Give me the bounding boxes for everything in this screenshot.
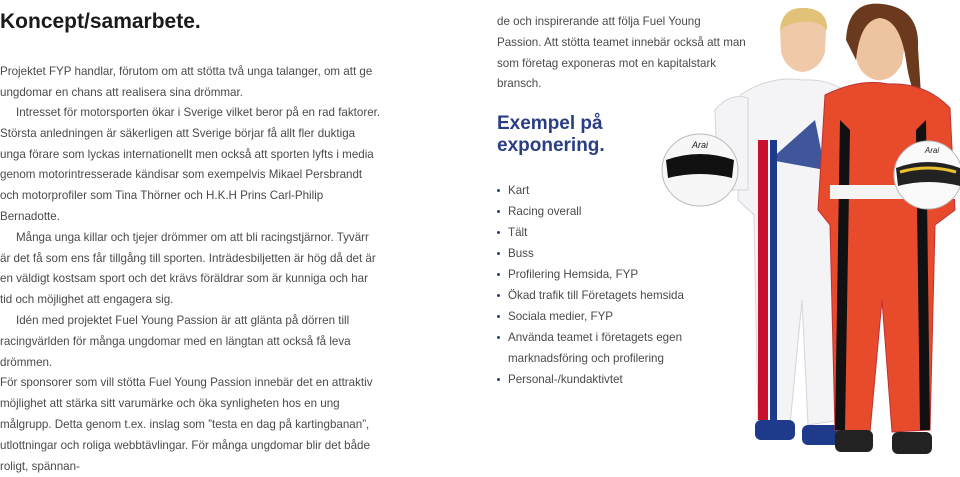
continued-paragraph: de och inspirerande att följa Fuel Young Passion. Att stötta teamet innebär också att man som företag exponeras mot en kapitalstark bransch. bbox=[497, 15, 746, 91]
girl-driver bbox=[818, 4, 960, 454]
drivers-photo bbox=[630, 0, 960, 469]
list-item: Ökad trafik till Företagets hemsida bbox=[497, 285, 717, 306]
helmet-right bbox=[894, 141, 960, 209]
exposure-heading: Exempel på exponering. bbox=[497, 113, 605, 156]
body-paragraph: Intresset för motorsporten ökar i Sverige vilket beror på en rad faktorer. Största anledningen är säkerligen att Sverige börjar få allt fler duktiga unga förare som lyckas internationellt men också att sporten lyfts i media genom motorintresserade kändisar som exempelvis Mikael Persbrandt och motorprofiler som Tina Thörner och H.K.H Prins Carl-Philip Bernadotte. bbox=[0, 106, 381, 223]
body-paragraph: Projektet FYP handlar, förutom om att stötta två unga talanger, om att ge ungdomar en chans att realisera sina drömmar. bbox=[0, 65, 373, 99]
helmet-left bbox=[662, 134, 738, 206]
body-paragraph: För sponsorer som vill stötta Fuel Young Passion innebär det en attraktiv möjlighet att stärka sitt varumärke och öka synligheten hos en ung målgrupp. Detta genom t.ex. inslag som ”testa en dag på kartingbanan”, utlottningar och roliga webbtävlingar. För många ungdomar blir det både roligt, spännan- bbox=[0, 376, 373, 473]
list-item: Använda teamet i företagets egen marknadsföring och profilering bbox=[497, 327, 717, 369]
list-item: Personal-/kundaktivtet bbox=[497, 369, 717, 390]
list-item: Buss bbox=[497, 243, 717, 264]
body-text-block bbox=[0, 103, 382, 477]
helmet-logo: Arai bbox=[924, 146, 940, 155]
body-paragraph: Idén med projektet Fuel Young Passion är att glänta på dörren till racingvärlden för många ungdomar med en längtan att också få leva drömmen. bbox=[0, 313, 351, 369]
list-item: Kart bbox=[497, 180, 717, 201]
list-item: Racing overall bbox=[497, 201, 717, 222]
page-heading: Koncept/samarbete. bbox=[0, 10, 201, 33]
body-paragraph: Många unga killar och tjejer drömmer om att bli racingstjärnor. Tyvärr är det få som ens får tillgång till sporten. Inträdesbiljetten är hög då det är en väldigt kostsam sport och det krävs föräldrar som är kunniga och har tid och möjlighet att engagera sig. bbox=[0, 230, 376, 307]
intro-paragraph-block bbox=[0, 62, 382, 104]
list-item: Tält bbox=[497, 222, 717, 243]
helmet-logo: Arai bbox=[691, 140, 709, 150]
list-item: Profilering Hemsida, FYP bbox=[497, 264, 717, 285]
list-item: Sociala medier, FYP bbox=[497, 306, 717, 327]
